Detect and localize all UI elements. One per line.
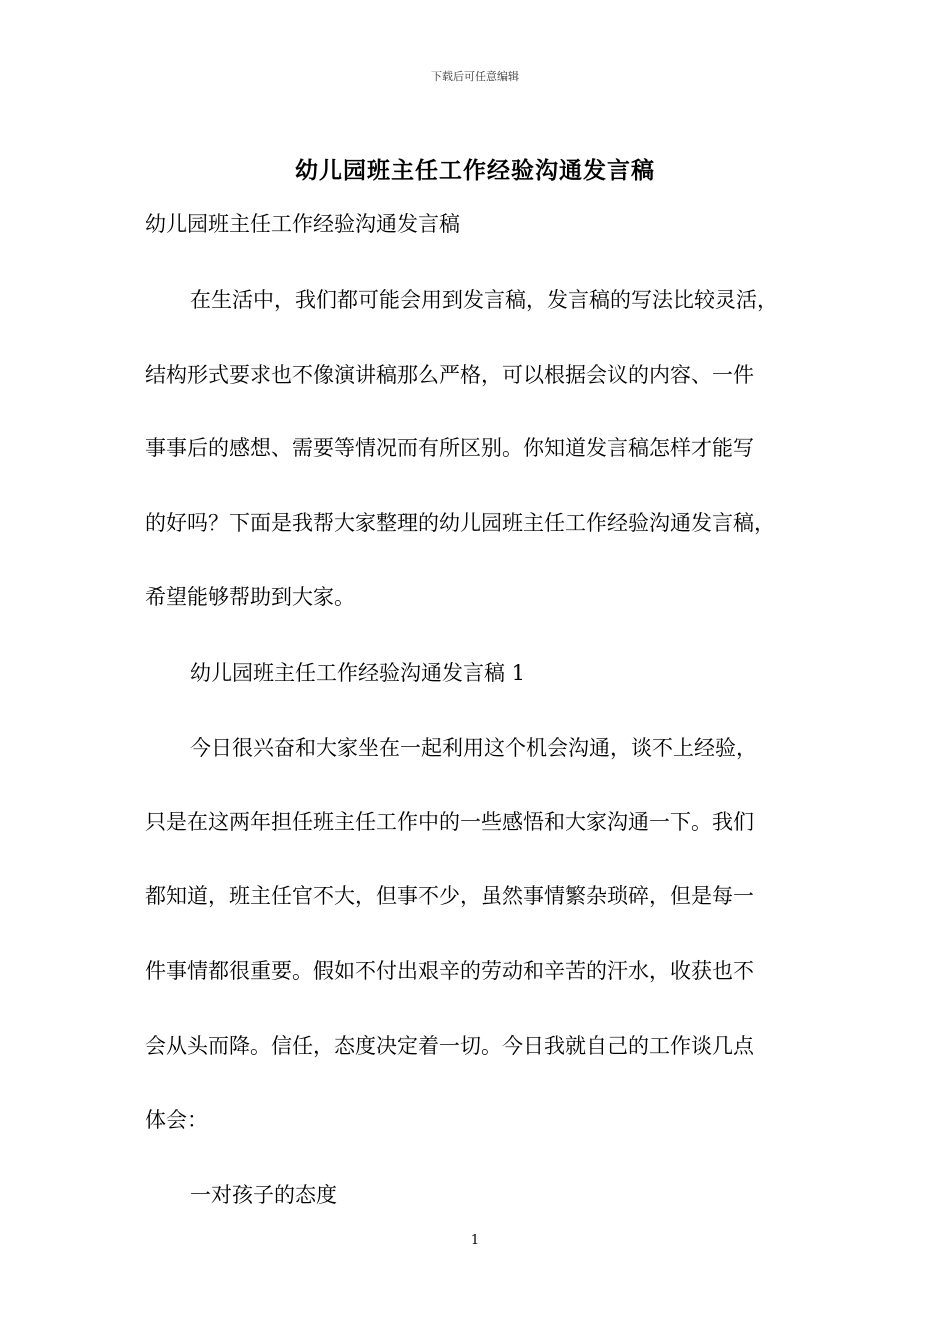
paragraph-line: 事事后的感想、需要等情况而有所区别。你知道发言稿怎样才能写 — [145, 436, 754, 460]
paragraph-line: 在生活中，我们都可能会用到发言稿，发言稿的写法比较灵活， — [190, 288, 778, 312]
subsection-heading: 一对孩子的态度 — [190, 1183, 337, 1207]
subtitle-line: 幼儿园班主任工作经验沟通发言稿 — [145, 212, 460, 236]
header-note: 下载后可任意编辑 — [431, 70, 519, 83]
paragraph-line: 今日很兴奋和大家坐在一起利用这个机会沟通，谈不上经验， — [190, 736, 757, 760]
paragraph-line: 会从头而降。信任，态度决定着一切。今日我就自己的工作谈几点 — [145, 1034, 754, 1058]
section-heading: 幼儿园班主任工作经验沟通发言稿 1 — [190, 661, 526, 685]
paragraph-line: 体会： — [145, 1108, 208, 1132]
paragraph-line: 件事情都很重要。假如不付出艰辛的劳动和辛苦的汗水，收获也不 — [145, 959, 754, 983]
paragraph-line: 希望能够帮助到大家。 — [145, 585, 355, 609]
paragraph-line: 结构形式要求也不像演讲稿那么严格，可以根据会议的内容、一件 — [145, 363, 754, 387]
document-title: 幼儿园班主任工作经验沟通发言稿 — [295, 157, 655, 184]
paragraph-line: 只是在这两年担任班主任工作中的一些感悟和大家沟通一下。我们 — [145, 810, 754, 834]
page-number: 1 — [470, 1233, 480, 1248]
paragraph-line: 的好吗？下面是我帮大家整理的幼儿园班主任工作经验沟通发言稿， — [145, 511, 775, 535]
paragraph-line: 都知道，班主任官不大，但事不少，虽然事情繁杂琐碎，但是每一 — [145, 884, 754, 908]
